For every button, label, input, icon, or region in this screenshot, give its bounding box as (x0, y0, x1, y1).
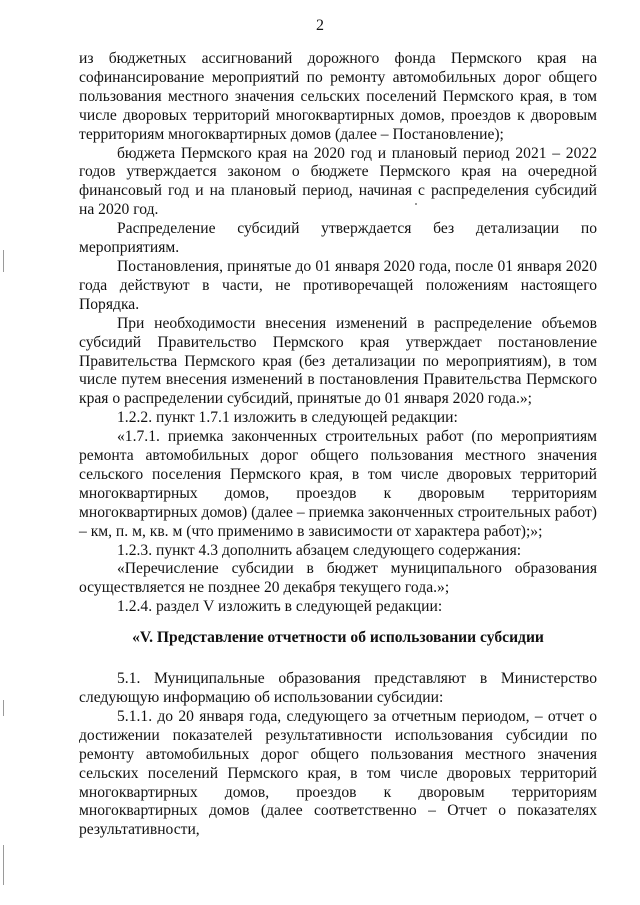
scan-artifact (3, 700, 4, 716)
paragraph: Распределение субсидий утверждается без детализации по мероприятиям. (79, 220, 597, 257)
document-body (79, 50, 597, 840)
scan-artifact (3, 845, 4, 885)
scan-speck (415, 203, 417, 205)
paragraph: 5.1.1. до 20 января года, следующего за отчетным периодом, – отчет о достижении показателей результативности использования субсидии по ремонту автомобильных дорог общего пользования местного значения сельских поселений Пермского края, в том числе дворовых территорий многоквартирных домов, проездов к дворовым территориям многоквартирных домов (далее соответственно – Отчет о показателях результативности, (79, 707, 597, 839)
paragraph: При необходимости внесения изменений в распределение объемов субсидий Правительство Пермского края утверждает постановление Правительства Пермского края (без детализации по мероприятиям), в том числе путем внесения изменений в постановления Правительства Пермского края о распределении субсидий, принятые до 01 января 2020 года.»; (79, 314, 597, 408)
page-number: 2 (316, 17, 324, 34)
scan-artifact (3, 250, 4, 272)
paragraph: 1.2.2. пункт 1.7.1 изложить в следующей редакции: (117, 409, 458, 427)
paragraph: «Перечисление субсидии в бюджет муниципального образования осуществляется не позднее 20 декабря текущего года.»; (79, 560, 597, 597)
paragraph: из бюджетных ассигнований дорожного фонда Пермского края на софинансирование мероприятий по ремонту автомобильных дорог общего пользования местного значения сельских поселений Пермского края, в том числе дворовых территорий многоквартирных домов, проездов к дворовым территориям многоквартирных домов (далее – Постановление); (79, 50, 597, 143)
paragraph: 1.2.3. пункт 4.3 дополнить абзацем следующего содержания: (117, 541, 522, 559)
section-heading: «V. Представление отчетности об использовании субсидии (132, 629, 544, 647)
paragraph: 5.1. Муниципальные образования представляют в Министерство следующую информацию об использовании субсидии: (79, 670, 597, 706)
paragraph: Постановления, принятые до 01 января 2020 года, после 01 января 2020 года действуют в части, не противоречащей положениям настоящего Порядка. (79, 257, 597, 313)
paragraph: бюджета Пермского края на 2020 год и плановый период 2021 – 2022 годов утверждается законом о бюджете Пермского края на очередной финансовый год и на плановый период, начиная с распределения субсидий на 2020 год. (79, 144, 597, 219)
paragraph: 1.2.4. раздел V изложить в следующей редакции: (117, 598, 443, 616)
paragraph: «1.7.1. приемка законченных строительных работ (по мероприятиям ремонта автомобильных дорог общего пользования местного значения сельского поселения Пермского края, в том числе дворовых территорий многоквартирных домов, проездов к дворовым территориям многоквартирных домов) (далее – приемка законченных строительных работ) – км, п. м, кв. м (что применимо в зависимости от характера работ);»; (79, 428, 597, 540)
